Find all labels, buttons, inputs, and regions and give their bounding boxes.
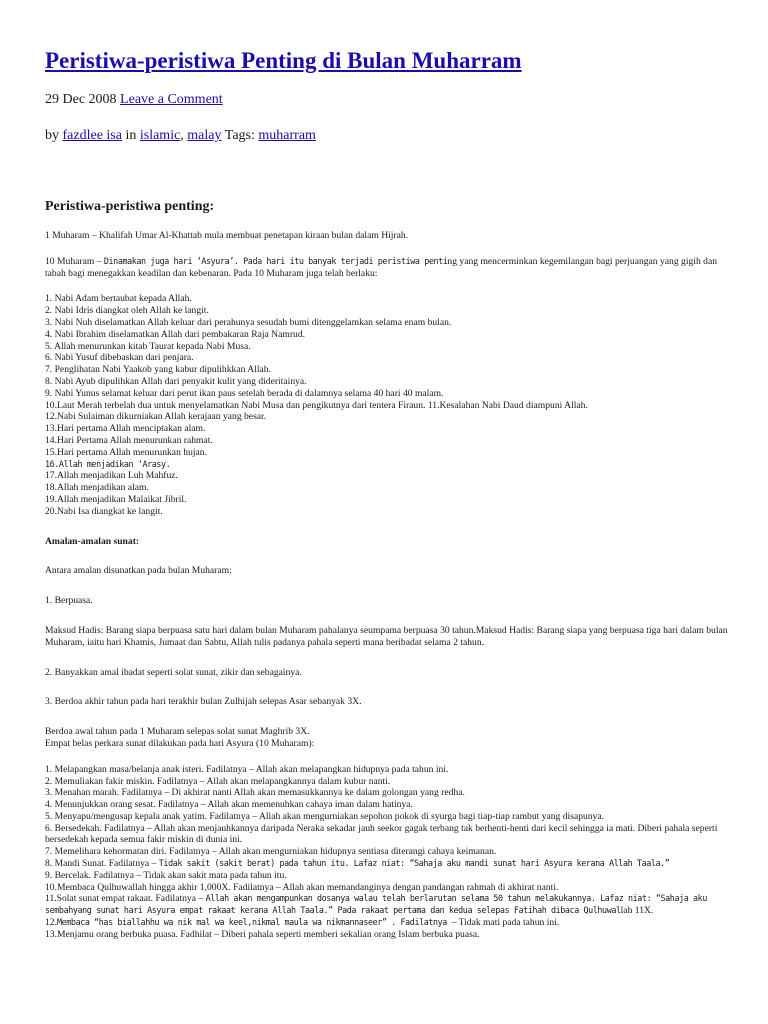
asyura-practices-list	[45, 764, 735, 941]
post-title-link[interactable]: Peristiwa-peristiwa Penting di Bulan Muharram	[45, 48, 522, 73]
by-label: by	[45, 128, 59, 143]
amalan-item-1: 1. Berpuasa.	[45, 595, 93, 607]
post-meta-date	[45, 90, 223, 110]
list-item: 1. Nabi Adam bertaubat kepada Allah.	[45, 293, 192, 305]
tenth-muharam-paragraph	[45, 256, 735, 280]
amalan-heading: Amalan-amalan sunat:	[45, 535, 140, 547]
category-link-malay[interactable]: malay	[187, 128, 222, 143]
item-11-suffix: lah 11X.	[620, 905, 654, 917]
list-item: 3. Menahan marah. Fadilatnya – Di akhirat nanti Allah akan memasukkannya ke dalam golongan yang redha.	[45, 787, 465, 799]
list-item	[45, 858, 735, 870]
list-item: 2. Memuliakan fakir miskin. Fadilatnya – Allah akan melapangkannya dalam kubur nanti.	[45, 775, 391, 787]
amalan-item-3: 3. Berdoa akhir tahun pada hari terakhir bulan Zulhijah selepas Asar sebanyak 3X.	[45, 696, 362, 708]
asyura-practices-intro: Empat belas perkara sunat dilakukan pada hari Asyura (10 Muharam):	[45, 737, 315, 749]
list-item: 8. Nabi Ayub dipulihkan Allah dari penyakit kulit yang dideritainya.	[45, 375, 307, 387]
leave-comment-link[interactable]: Leave a Comment	[120, 92, 223, 107]
list-item: 16.Allah menjadikan ‘Arasy.	[45, 458, 171, 469]
hadis-paragraph: Maksud Hadis: Barang siapa berpuasa satu hari dalam bulan Muharam pahalanya seumpama berpuasa 30 tahun.Maksud Hadis: Barang siapa yang berpuasa tiga hari dalam bulan Muharam, iaitu hari Khamis, Jumaat dan Sabtu, Allah tulis padanya pahala seperti mana beribadat selama 2 tahun.	[45, 624, 728, 648]
list-item: 6. Bersedekah. Fadilatnya – Allah akan menjauhkannya daripada Neraka sekadar jauh seekor gagak terbang tak berhenti-henti dari kecil sehingga ia mati. Diberi pahala seperti bersedekah kepada semua fakir miskin di dunia ini.	[45, 822, 718, 846]
tag-link-muharram[interactable]: muharram	[258, 128, 316, 143]
in-label: in	[125, 128, 137, 143]
first-muharam-paragraph: 1 Muharam – Khalifah Umar Al-Khattab mula membuat penetapan kiraan bulan dalam Hijrah.	[45, 230, 409, 241]
list-item: 5. Allah menurunkan kitab Taurat kepada Nabi Musa.	[45, 340, 251, 352]
item-12-prefix: 12.	[45, 917, 57, 929]
tenth-muharam-prefix: 10 Muharam –	[45, 255, 104, 267]
list-item: 13.Hari pertama Allah menciptakan alam.	[45, 423, 206, 435]
doa-awal-tahun: Berdoa awal tahun pada 1 Muharam selepas solat sunat Maghrib 3X.	[45, 726, 310, 738]
list-item: 13.Menjamu orang berbuka puasa. Fadhilat – Diberi pahala seperti memberi sekalian orang Islam berbuka puasa.	[45, 928, 480, 940]
author-link[interactable]: fazdlee isa	[62, 128, 122, 143]
list-item: 12.Nabi Sulaiman dikurniakan Allah kerajaan yang besar.	[45, 411, 267, 423]
post-meta-byline	[45, 126, 316, 146]
item-12-suffix: – Tidak mati pada tahun ini.	[451, 917, 560, 929]
list-item: 3. Nabi Nuh diselamatkan Allah keluar dari perahunya sesudah bumi ditenggelamkan selama enam bulan.	[45, 316, 452, 328]
list-item: 14.Hari Pertama Allah menurunkan rahmat.	[45, 434, 213, 446]
list-item: 9. Bercelak. Fadilatnya – Tidak akan sakit mata pada tahun itu.	[45, 869, 287, 881]
amalan-item-2: 2. Banyakkan amal ibadat seperti solat sunat, zikir dan sebagainya.	[45, 666, 302, 678]
list-item: 4. Nabi Ibrahim diselamatkan Allah dari pembakaran Raja Namrud.	[45, 328, 306, 340]
item-11-prefix: 11.Solat sunat empat rakaat. Fadilatnya –	[45, 893, 206, 905]
list-item	[45, 893, 735, 917]
asyura-events-list	[45, 293, 735, 517]
list-item	[45, 917, 735, 929]
item-11-smudged-text: Allah akan mengampunkan dosanya walau telah berlarutan selama 50 tahun melakukannya. Lafaz niat: “Sahaja aku sembahyang sunat hari Asyura empat rakaat kerana Allah Taala.” Pada rakaat pertama dan kedua selepas Fatihah dibaca Qulhuwal	[45, 893, 707, 916]
events-heading: Peristiwa-peristiwa penting:	[45, 199, 215, 214]
item-8-prefix: 8. Mandi Sunat. Fadilatnya –	[45, 858, 159, 870]
list-item: 18.Allah menjadikan alam.	[45, 482, 149, 494]
amalan-intro: Antara amalan disunatkan pada bulan Muharam:	[45, 565, 232, 577]
item-12-smudged-text: Membaca “has biallahhu wa nik mal wa keel,nikmal maula wa nikmannaseer” . Fadilatnya	[57, 917, 452, 928]
list-item: 7. Penglihatan Nabi Yaakob yang kabur dipulihkkan Allah.	[45, 364, 271, 376]
list-item: 9. Nabi Yunus selamat keluar dari perut ikan paus setelah berada di dalamnya selama 40 hari 40 malam.	[45, 387, 444, 399]
list-item: 15.Hari pertama Allah menurunkan hujan.	[45, 446, 207, 458]
list-item: 6. Nabi Yusuf dibebaskan dari penjara.	[45, 352, 194, 364]
list-item: 17.Allah menjadikan Luh Mahfuz.	[45, 470, 178, 482]
category-separator: ,	[180, 128, 184, 143]
list-item: 5. Menyapu/mengusap kepala anak yatim. Fadilatnya – Allah akan mengurniakan sepohon pokok di syurga bagi tiap-tiap rambut yang disapunya.	[45, 810, 605, 822]
item-8-smudged-text: Tidak sakit (sakit berat) pada tahun itu. Lafaz niat: “Sahaja aku mandi sunat hari Asyura kerana Allah Taala.”	[158, 858, 670, 869]
post-date: 29 Dec 2008	[45, 92, 117, 107]
list-item: 7. Memelihara kehormatan diri. Fadilatnya – Allah akan mengurniakan hidupnya sentiasa diterangi cahaya keimanan.	[45, 846, 497, 858]
list-item: 10.Laut Merah terbelah dua untuk menyelamatkan Nabi Musa dan pengikutnya dari tentera Firaun. 11.Kesalahan Nabi Daud diampuni Allah.	[45, 399, 588, 411]
post-content	[45, 197, 735, 941]
list-item: 19.Allah menjadikan Malaikat Jibril.	[45, 493, 187, 505]
list-item: 1. Melapangkan masa/belanja anak isteri. Fadilatnya – Allah akan melapangkan hidupnya pada tahun ini.	[45, 763, 449, 775]
tenth-muharam-smudged-text: Dinamakan juga hari ‘Asyura’. Pada hari itu banyak terjadi peristiwa penti	[103, 255, 448, 266]
list-item: 2. Nabi Idris diangkat oleh Allah ke langit.	[45, 305, 209, 317]
list-item: 20.Nabi Isa diangkat ke langit.	[45, 505, 163, 517]
category-link-islamic[interactable]: islamic	[139, 128, 181, 143]
post-title	[45, 46, 522, 76]
tenth-muharam-rest: ng yang mencerminkan kegemilangan bagi perjuangan yang gigih dan tabah bagi menegakkan keadilan dan kebenaran. Pada 10 Muharam juga telah berlaku:	[45, 255, 718, 279]
tags-label: Tags:	[224, 128, 255, 143]
list-item: 4. Menunjukkan orang sesat. Fadilatnya – Allah akan memenuhkan cahaya iman dalam hatinya.	[45, 799, 413, 811]
list-item: 10.Membaca Qulhuwallah hingga akhir 1,000X. Fadilatnya – Allah akan memandanginya dengan pandangan rahmah di akhirat nanti.	[45, 881, 559, 893]
